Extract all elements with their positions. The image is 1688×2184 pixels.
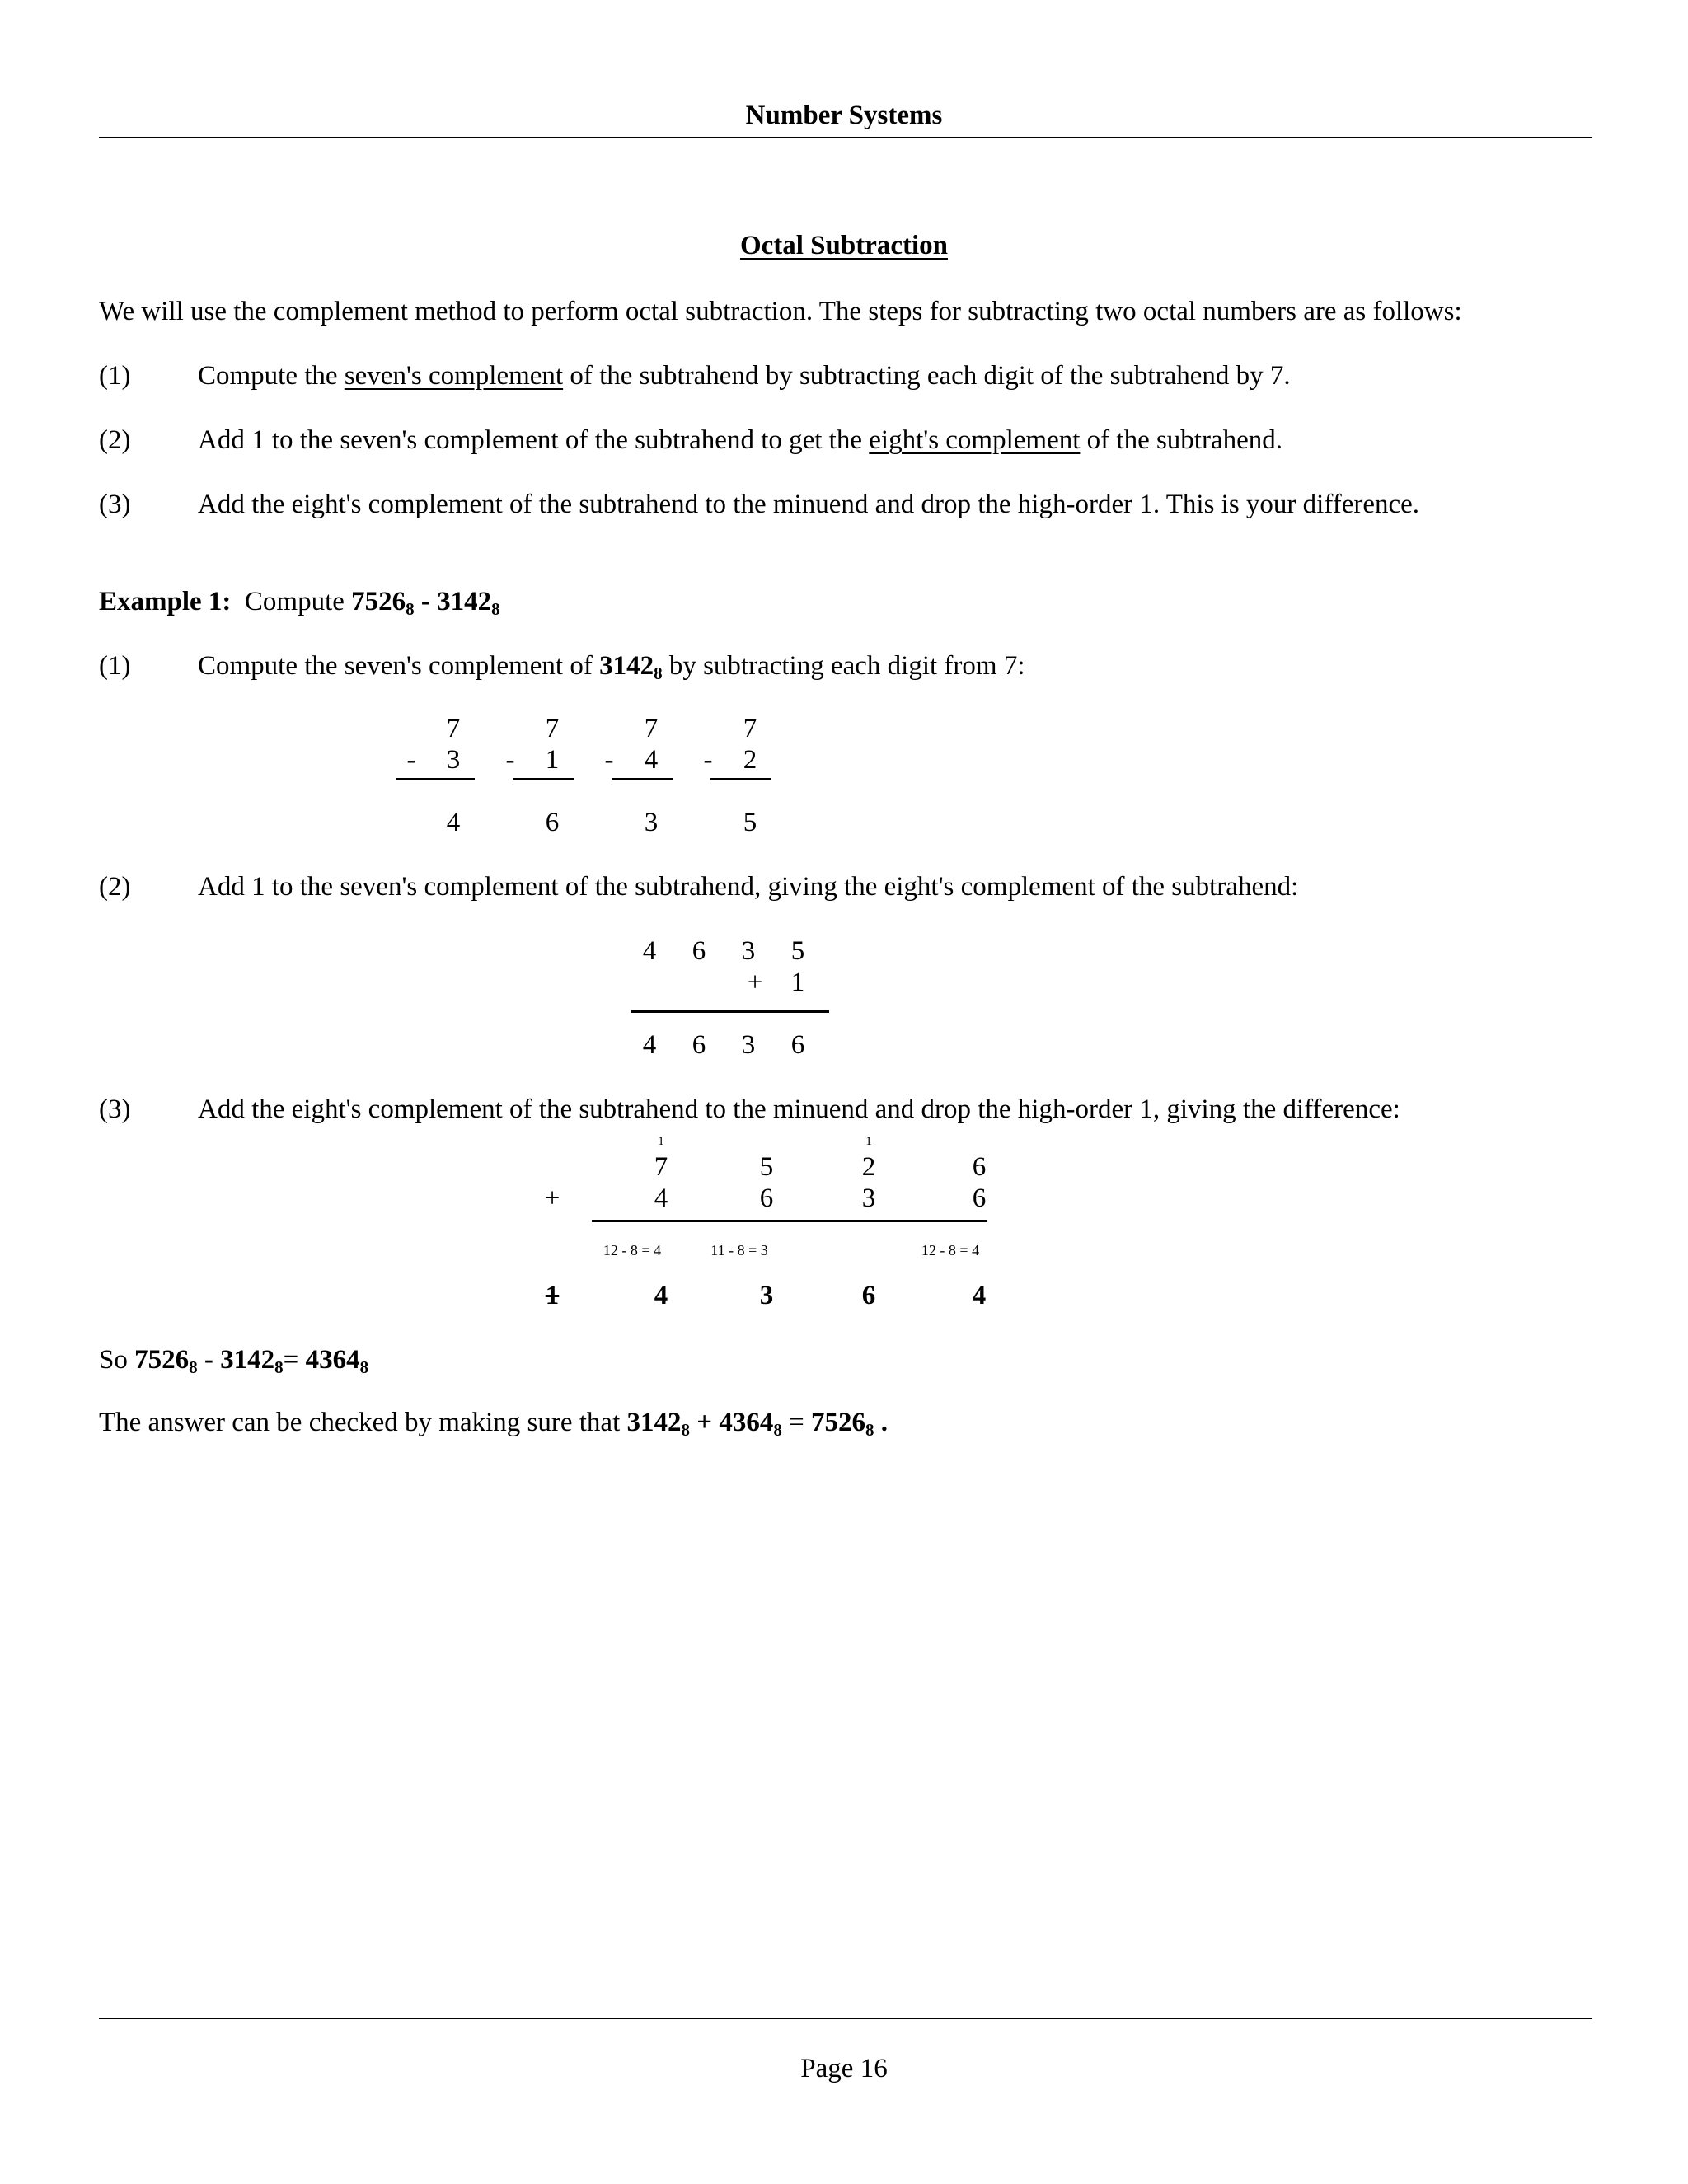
calc-result-digit: 4 [642, 1030, 657, 1060]
check-line [99, 1406, 888, 1439]
calc-result-digit: 6 [861, 1281, 876, 1310]
header-rule [99, 137, 1592, 138]
calc-digit: 5 [759, 1152, 774, 1182]
sum-line [396, 778, 475, 780]
step-3-text: Add the eight's complement of the subtrahend to the minuend and drop the high-order 1. This is your difference. [198, 490, 1420, 519]
calc-digit: 4 [654, 1183, 668, 1213]
step-2-text-pre: Add 1 to the seven's complement of the subtrahend to get the [198, 425, 870, 455]
base-subscript: 8 [406, 599, 415, 619]
step-2-number: (2) [99, 425, 131, 455]
calc-digit: 7 [545, 714, 560, 743]
period: . [880, 1408, 888, 1437]
calc-digit: 7 [654, 1152, 668, 1182]
calc-digit: 1 [545, 745, 560, 775]
subtrahend-value: 3142 [599, 651, 654, 681]
header-title: Number Systems [745, 101, 943, 130]
sum-line [631, 1010, 829, 1013]
carry-digit: 1 [658, 1135, 664, 1148]
plus-sign: + [544, 1183, 560, 1213]
calc-result-digit: 6 [692, 1030, 706, 1060]
sum-line [513, 778, 574, 780]
example-minuend: 7526 [351, 587, 406, 616]
sum-line [612, 778, 673, 780]
check-minuend: 7526 [810, 1408, 865, 1437]
example-step-2-number: (2) [99, 872, 131, 902]
calc-result-digit: 4 [446, 808, 461, 837]
conclusion-so: So [99, 1345, 128, 1375]
base-subscript: 8 [773, 1420, 782, 1440]
sum-line [592, 1220, 987, 1222]
calc-result-digit: 4 [654, 1281, 668, 1310]
conclusion-subtrahend: 3142 [220, 1345, 275, 1375]
example-step-1-number: (1) [99, 651, 131, 681]
calc-digit: 6 [972, 1183, 987, 1213]
equals-sign: = [283, 1345, 299, 1375]
calc-result-digit: 4 [972, 1281, 987, 1310]
footer-rule [99, 2018, 1592, 2019]
conclusion-minuend: 7526 [134, 1345, 190, 1375]
carry-note: 12 - 8 = 4 [603, 1242, 662, 1258]
check-difference: 4364 [719, 1408, 774, 1437]
calc-digit: 5 [790, 936, 805, 966]
equals-sign: = [789, 1408, 804, 1437]
step-1-number: (1) [99, 361, 131, 391]
example-step-2-text: Add 1 to the seven's complement of the subtrahend, giving the eight's complement of the subtrahend: [198, 872, 1299, 902]
carry-note: 12 - 8 = 4 [921, 1242, 980, 1258]
intro-paragraph: We will use the complement method to perform octal subtraction. The steps for subtracting two octal numbers are as follows: [99, 297, 1462, 326]
sum-line [710, 778, 771, 780]
conclusion-line [99, 1343, 368, 1376]
base-subscript: 8 [865, 1420, 874, 1440]
step-2-text [198, 424, 1282, 457]
step-1-text [198, 359, 1291, 392]
calc-result-digit: 3 [644, 808, 659, 837]
example-heading [99, 585, 500, 618]
eights-complement-term: eight's complement [869, 425, 1081, 455]
calc-result-digit: 6 [545, 808, 560, 837]
plus-sign: + [747, 968, 763, 997]
example-step-1-pre: Compute the seven's complement of [198, 651, 600, 681]
plus-sign: + [696, 1408, 713, 1437]
base-subscript: 8 [681, 1420, 690, 1440]
calc-digit: 7 [743, 714, 757, 743]
base-subscript: 8 [654, 663, 663, 683]
carry-digit: 1 [865, 1135, 872, 1148]
example-step-1-text [198, 649, 1025, 682]
example-step-3-text: Add the eight's complement of the subtrahend to the minuend and drop the high-order 1, giving the difference: [198, 1094, 1400, 1124]
example-subtrahend: 3142 [437, 587, 492, 616]
minus-sign: - [204, 1345, 213, 1375]
page-number: Page 16 [800, 2054, 888, 2083]
conclusion-difference: 4364 [305, 1345, 360, 1375]
example-step-3-number: (3) [99, 1094, 131, 1124]
calc-digit: 6 [692, 936, 706, 966]
step-1-text-pre: Compute the [198, 361, 345, 391]
calc-digit: 3 [861, 1183, 876, 1213]
calc-digit: 1 [790, 968, 805, 997]
check-pre: The answer can be checked by making sure that [99, 1408, 621, 1437]
calc-digit: 6 [972, 1152, 987, 1182]
sevens-complement-term: seven's complement [344, 361, 564, 391]
minus-sign: - [604, 745, 614, 775]
base-subscript: 8 [491, 599, 500, 619]
minus-sign: - [703, 745, 713, 775]
step-1-text-post: of the subtrahend by subtracting each digit of the subtrahend by 7. [563, 361, 1291, 391]
calc-digit: 3 [741, 936, 756, 966]
base-subscript: 8 [274, 1357, 284, 1377]
dropped-high-order-digit: 1 [545, 1281, 560, 1310]
calc-result-digit: 5 [743, 808, 757, 837]
calc-digit: 6 [759, 1183, 774, 1213]
calc-digit: 4 [642, 936, 657, 966]
calc-result-digit: 3 [759, 1281, 774, 1310]
calc-digit: 4 [644, 745, 659, 775]
carry-note: 11 - 8 = 3 [710, 1242, 768, 1258]
example-step-1-post: by subtracting each digit from 7: [662, 651, 1025, 681]
section-title: Octal Subtraction [739, 231, 949, 260]
calc-result-digit: 6 [790, 1030, 805, 1060]
step-2-text-post: of the subtrahend. [1080, 425, 1283, 455]
base-subscript: 8 [189, 1357, 198, 1377]
calc-digit: 7 [446, 714, 461, 743]
minus-sign: - [505, 745, 515, 775]
check-subtrahend: 3142 [626, 1408, 682, 1437]
minus-sign: - [420, 587, 430, 616]
minus-sign: - [406, 745, 416, 775]
calc-digit: 2 [743, 745, 757, 775]
example-label: Example 1: [99, 587, 232, 616]
calc-result-digit: 3 [741, 1030, 756, 1060]
step-3-number: (3) [99, 490, 131, 519]
base-subscript: 8 [359, 1357, 369, 1377]
calc-digit: 2 [861, 1152, 876, 1182]
example-compute-word: Compute [244, 587, 345, 616]
calc-digit: 3 [446, 745, 461, 775]
calc-digit: 7 [644, 714, 659, 743]
